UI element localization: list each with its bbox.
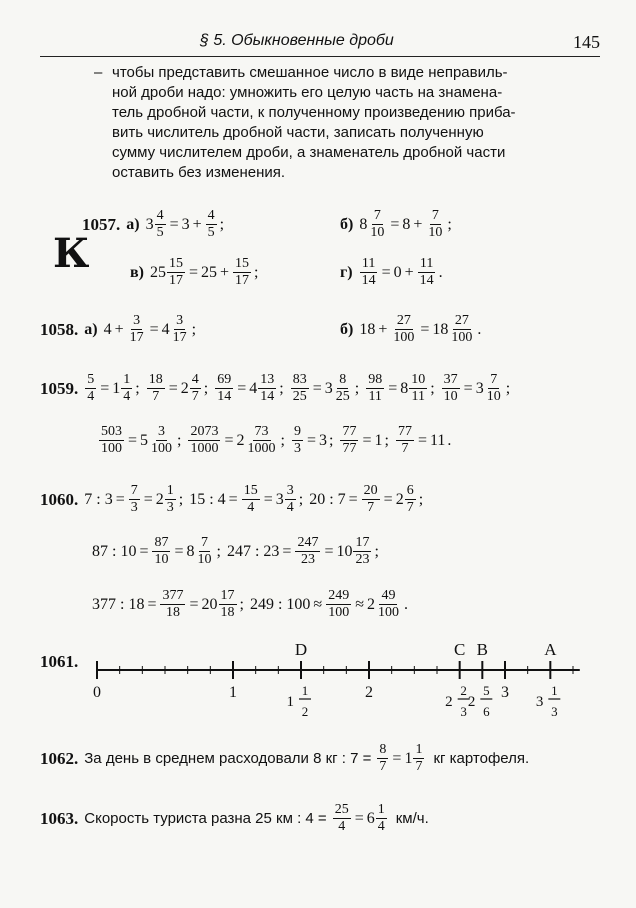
item-label: а) <box>84 320 98 338</box>
numerator: 20 <box>363 483 378 498</box>
point-whole: 2 <box>467 694 476 710</box>
whole: 1 <box>112 379 121 397</box>
fraction <box>129 483 140 516</box>
equals: = <box>312 379 322 397</box>
fraction: $\frac{25}{4}$ <box>334 802 349 834</box>
fraction <box>121 372 132 405</box>
denominator: 11 <box>368 389 382 404</box>
denominator: 77 <box>342 441 357 456</box>
point-letter: C <box>453 640 466 659</box>
whole: 2 <box>155 490 164 508</box>
equals: = <box>324 542 334 560</box>
numerator: 49 <box>381 588 396 603</box>
whole: 3 <box>275 490 284 508</box>
ex1059-row2 <box>98 424 457 457</box>
item-label: а) <box>126 215 140 233</box>
ex1057-g: г) $\frac{11}{14}$ = 0 + $\frac{11}{14}$ . <box>340 256 443 288</box>
numerator: 1 <box>166 483 174 498</box>
separator: . <box>403 595 408 613</box>
fraction <box>285 483 296 516</box>
ex1062: 1062. За день в среднем расходовали 8 кг : 7 = $\frac{8}{7}$ = 1 1 7 кг картофеля. <box>40 742 530 774</box>
fraction <box>152 535 170 568</box>
separator: ; <box>354 379 360 397</box>
denominator: 25 <box>292 389 307 404</box>
fraction <box>258 372 276 405</box>
denominator: 4 <box>247 500 255 515</box>
tick-label: 0 <box>93 684 101 701</box>
tick-label: 3 <box>501 684 509 701</box>
numerator: 73 <box>254 424 269 439</box>
numerator: 77 <box>342 424 357 439</box>
denominator: 100 <box>377 605 399 620</box>
intro-line: чтобы представить смешанное число в виде неправиль- <box>112 64 508 81</box>
fraction <box>196 535 214 568</box>
denominator: 3 <box>130 500 138 515</box>
point-letter: A <box>544 640 557 659</box>
denominator: 7 <box>152 389 160 404</box>
ex1057-v: в) 25 $\frac{15}{17}$ = 25 + $\frac{15}{17}$ ; <box>130 256 259 288</box>
item-label: б) <box>340 215 354 233</box>
equals: ≈ <box>313 595 323 613</box>
fraction: $\frac{7}{10}$ <box>370 208 385 240</box>
denominator: 1000 <box>247 441 276 456</box>
fraction <box>376 588 401 621</box>
denominator: 100 <box>151 441 173 456</box>
ex1059-row1 <box>40 372 516 405</box>
fraction: $\frac{15}{17}$ <box>168 256 183 288</box>
fraction <box>215 372 233 405</box>
point-numerator: 1 <box>301 683 309 698</box>
ex1063: 1063. Скорость туриста разна 25 км : 4 = $\frac{25}{4}$ = 6 1 4 км/ч. <box>40 802 429 834</box>
separator: . <box>447 431 452 449</box>
fraction <box>291 372 309 405</box>
separator: ; <box>280 431 285 449</box>
list-dash: – <box>94 64 103 81</box>
denominator: 10 <box>154 552 169 567</box>
separator: ; <box>216 542 221 560</box>
point-denominator: 3 <box>460 704 467 719</box>
equals: ≈ <box>355 595 364 613</box>
point-whole: 1 <box>286 694 294 710</box>
numerator: 503 <box>101 424 122 439</box>
numerator: 5 <box>87 372 95 387</box>
denominator: 10 <box>443 389 458 404</box>
equals: = <box>463 379 473 397</box>
equals: = <box>100 379 110 397</box>
denominator: 7 <box>406 500 414 515</box>
equals: = <box>263 490 273 508</box>
equals: = <box>139 542 149 560</box>
equals: = <box>174 542 184 560</box>
denominator: 10 <box>486 389 501 404</box>
whole: 8 <box>400 379 409 397</box>
denominator: 100 <box>328 605 350 620</box>
numerator: 77 <box>397 424 412 439</box>
ex1060-row2 <box>92 535 385 568</box>
numerator: 8 <box>339 372 347 387</box>
numerator: 17 <box>355 535 370 550</box>
fraction <box>242 483 260 516</box>
problem-text: За день в среднем расходовали 8 кг : 7 = <box>84 750 372 767</box>
fraction: 3 17 <box>172 313 187 345</box>
whole: 8 <box>186 542 195 560</box>
fraction <box>485 372 503 405</box>
k-marker: К <box>53 230 90 277</box>
denominator: 7 <box>191 389 199 404</box>
numerator: 98 <box>368 372 383 387</box>
page-header <box>40 32 600 57</box>
problem-text: кг картофеля. <box>433 750 530 767</box>
denominator: 23 <box>355 552 370 567</box>
ex1058-b: б) 18 + $\frac{27}{100}$ = 18 27 100 . <box>340 313 482 345</box>
whole: 1 <box>374 431 383 449</box>
item-label: б) <box>340 320 354 338</box>
point-whole: 3 <box>535 694 544 710</box>
problem-text: км/ч. <box>395 810 429 827</box>
whole: 20 <box>201 595 218 613</box>
whole: 10 <box>336 542 353 560</box>
fraction: 27 100 <box>451 313 473 345</box>
page-number: 145 <box>573 32 600 52</box>
point-denominator: 3 <box>551 704 558 719</box>
numerator: 17 <box>220 588 235 603</box>
whole: 3 <box>145 215 154 233</box>
equals: = <box>224 431 234 449</box>
fraction <box>85 372 96 405</box>
fraction <box>362 483 380 516</box>
whole: 3 <box>324 379 333 397</box>
fraction <box>147 372 165 405</box>
separator: ; <box>298 490 304 508</box>
denominator: 18 <box>165 605 180 620</box>
exercise-number: 1063. <box>40 808 79 828</box>
denominator: 14 <box>217 389 232 404</box>
intro-line: оставить без изменения. <box>112 164 286 181</box>
ex1061-label <box>40 652 84 672</box>
whole: 2 <box>366 595 375 613</box>
equals: = <box>237 379 247 397</box>
item-label: г) <box>340 263 353 281</box>
equals: = <box>189 595 199 613</box>
denominator: 1000 <box>190 441 219 456</box>
point-numerator: 5 <box>483 683 490 698</box>
fraction <box>165 483 176 516</box>
equals: = <box>348 490 358 508</box>
problem-text: Скорость туриста разна 25 км : 4 = <box>84 810 327 827</box>
denominator: 4 <box>87 389 95 404</box>
denominator: 4 <box>286 500 294 515</box>
exercise-number: 1058. <box>40 319 79 339</box>
intro-line: тель дробной части, к полученному произведению приба- <box>112 104 516 121</box>
expression: 87 : 10 <box>92 542 137 560</box>
fraction: 1 7 <box>415 742 423 774</box>
fraction: $\frac{11}{14}$ <box>361 256 376 288</box>
exercise-number: 1062. <box>40 748 79 768</box>
fraction: $\frac{15}{17}$ <box>235 256 250 288</box>
separator: ; <box>177 431 182 449</box>
numerator: 249 <box>328 588 350 603</box>
denominator: 10 <box>197 552 212 567</box>
fraction <box>246 424 278 457</box>
fraction <box>292 424 303 457</box>
fraction: $\frac{7}{10}$ <box>428 208 443 240</box>
fraction: $\frac{4}{5}$ <box>207 208 215 240</box>
fraction <box>353 535 371 568</box>
exercise-number: 1057. <box>82 214 121 234</box>
separator: ; <box>418 490 424 508</box>
fraction <box>149 424 174 457</box>
separator: ; <box>135 379 140 397</box>
expression: 247 : 23 <box>226 542 280 560</box>
intro-line: вить числитель дробной части, записать полученную <box>112 124 484 141</box>
tick-label: 1 <box>229 684 237 701</box>
numerator: 87 <box>154 535 169 550</box>
fraction <box>442 372 460 405</box>
numerator: 9 <box>293 424 301 439</box>
item-label: в) <box>130 263 144 281</box>
section-title: § 5. Обыкновенные дроби <box>200 32 394 49</box>
ex1060-row1 <box>40 483 429 516</box>
numerator: 377 <box>162 588 184 603</box>
separator: ; <box>430 379 435 397</box>
ex1057-row1: 1057. а) 3 $\frac{4}{5}$ = 3 + $\frac{4}{5}$ ; <box>82 208 225 240</box>
expression: 15 : 4 <box>189 490 226 508</box>
point-letter: D <box>294 640 308 659</box>
fraction <box>326 588 351 621</box>
separator: ; <box>178 490 184 508</box>
whole: 2 <box>236 431 245 449</box>
fraction <box>190 372 201 405</box>
point-numerator: 2 <box>460 683 467 698</box>
equals: = <box>282 542 292 560</box>
equals: = <box>228 490 238 508</box>
separator: ; <box>374 542 379 560</box>
fraction: $\frac{11}{14}$ <box>419 256 434 288</box>
fraction <box>396 424 414 457</box>
intro-line: сумму числителем дроби, а знаменатель дробной части <box>112 144 506 161</box>
equals: = <box>143 490 153 508</box>
exercise-number: 1060. <box>40 489 79 509</box>
numerator: 3 <box>158 424 166 439</box>
numerator: 83 <box>292 372 307 387</box>
whole: 3 <box>319 431 327 449</box>
equals: = <box>383 490 393 508</box>
whole: 3 <box>475 379 484 397</box>
denominator: 4 <box>123 389 131 404</box>
fraction <box>219 588 237 621</box>
denominator: 23 <box>300 552 315 567</box>
separator: ; <box>203 379 209 397</box>
numerator: 7 <box>490 372 498 387</box>
fraction <box>188 424 220 457</box>
denominator: 3 <box>166 500 174 515</box>
intro-rule <box>94 63 597 183</box>
denominator: 11 <box>411 389 425 404</box>
equals: = <box>168 379 178 397</box>
whole: 5 <box>140 431 149 449</box>
fraction <box>295 535 320 568</box>
numerator: 4 <box>191 372 199 387</box>
numerator: 7 <box>201 535 209 550</box>
whole: 2 <box>180 379 189 397</box>
point-denominator: 6 <box>483 704 490 719</box>
whole: 11 <box>429 431 446 449</box>
fraction <box>99 424 124 457</box>
expression: 20 : 7 <box>309 490 346 508</box>
expression: 377 : 18 <box>92 595 145 613</box>
denominator: 18 <box>220 605 235 620</box>
equals: = <box>306 431 316 449</box>
numerator: 7 <box>130 483 138 498</box>
exercise-number: 1061. <box>40 652 79 671</box>
numerator: 247 <box>297 535 319 550</box>
ex1058-a: 1058. а) 4 + $\frac{3}{17}$ = 4 3 17 ; <box>40 313 197 345</box>
denominator: 7 <box>401 441 409 456</box>
denominator: 3 <box>293 441 301 456</box>
numerator: 1 <box>123 372 131 387</box>
numerator: 6 <box>406 483 414 498</box>
whole: 2 <box>395 490 404 508</box>
numerator: 69 <box>217 372 232 387</box>
point-numerator: 1 <box>551 683 558 698</box>
expression: 7 : 3 <box>84 490 113 508</box>
equals: = <box>362 431 372 449</box>
fraction: $\frac{3}{17}$ <box>129 313 144 345</box>
numerator: 15 <box>243 483 258 498</box>
fraction: 1 4 <box>377 802 385 834</box>
ex1057-b: б) 8 $\frac{7}{10}$ = 8 + $\frac{7}{10}$ ; <box>340 208 452 240</box>
equals: = <box>417 431 427 449</box>
equals: = <box>115 490 125 508</box>
numerator: 37 <box>443 372 458 387</box>
fraction: $\frac{4}{5}$ <box>156 208 164 240</box>
numerator: 13 <box>260 372 275 387</box>
separator: ; <box>239 595 244 613</box>
fraction <box>160 588 185 621</box>
numerator: 2073 <box>190 424 219 439</box>
equals: = <box>388 379 398 397</box>
fraction <box>334 372 352 405</box>
denominator: 7 <box>367 500 375 515</box>
equals: = <box>147 595 157 613</box>
equals: = <box>128 431 138 449</box>
tick-label: 2 <box>365 684 373 701</box>
fraction <box>340 424 358 457</box>
fraction: $\frac{8}{7}$ <box>379 742 387 774</box>
point-letter: B <box>476 640 489 659</box>
fraction <box>409 372 427 405</box>
fraction <box>405 483 416 516</box>
ex1060-row3 <box>92 588 414 621</box>
numerator: 3 <box>286 483 294 498</box>
denominator: 25 <box>335 389 350 404</box>
numerator: 10 <box>411 372 426 387</box>
fraction <box>366 372 384 405</box>
separator: ; <box>329 431 334 449</box>
denominator: 100 <box>101 441 122 456</box>
exercise-number: 1059. <box>40 378 79 398</box>
separator: ; <box>505 379 511 397</box>
intro-line: ной дроби надо: умножить его целую часть на знамена- <box>112 84 503 101</box>
separator: ; <box>384 431 389 449</box>
numerator: 18 <box>148 372 163 387</box>
point-whole: 2 <box>445 694 453 710</box>
separator: ; <box>279 379 284 397</box>
point-denominator: 2 <box>301 704 309 719</box>
whole: 4 <box>249 379 258 397</box>
fraction: $\frac{27}{100}$ <box>393 313 415 345</box>
expression: 249 : 100 <box>249 595 311 613</box>
denominator: 14 <box>260 389 275 404</box>
